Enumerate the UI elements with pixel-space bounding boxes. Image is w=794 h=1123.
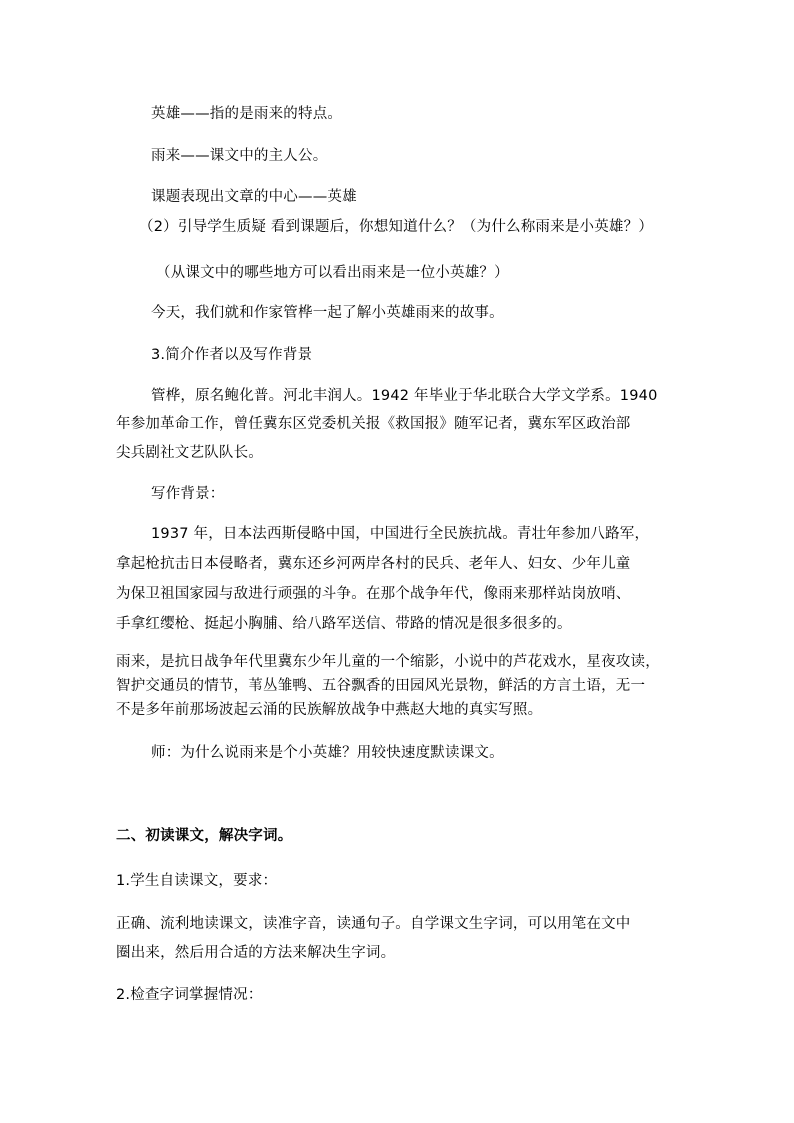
paragraph-line: 不是多年前那场波起云涌的民族解放战争中燕赵大地的真实写照。 xyxy=(116,702,543,718)
paragraph-line: 年参加革命工作，曾任冀东区党委机关报《救国报》随军记者，冀东军区政治部 xyxy=(116,416,631,432)
paragraph-line: 为保卫祖国家园与敌进行顽强的斗争。在那个战争年代，像雨来那样站岗放哨、 xyxy=(116,586,631,602)
subheading: 2.检查字词掌握情况： xyxy=(116,987,263,1003)
paragraph-line: 写作背景： xyxy=(151,486,225,502)
paragraph-line: 雨来——课文中的主人公。 xyxy=(151,148,328,164)
paragraph-line: 英雄——指的是雨来的特点。 xyxy=(151,106,343,122)
paragraph-line: 1937 年，日本法西斯侵略中国，中国进行全民族抗战。青壮年参加八路军， xyxy=(151,526,650,542)
paragraph-line: 智护交通员的情节，苇丛雏鸭、五谷飘香的田园风光景物，鲜活的方言土语，无一 xyxy=(116,678,646,694)
paragraph-line: 课题表现出文章的中心——英雄 xyxy=(151,189,357,205)
paragraph-line: 圈出来，然后用合适的方法来解决生字词。 xyxy=(116,945,396,961)
paragraph-line: （从课文中的哪些地方可以看出雨来是一位小英雄？） xyxy=(156,265,509,281)
paragraph-line: 手拿红缨枪、挺起小胸脯、给八路军送信、带路的情况是很多很多的。 xyxy=(116,616,572,632)
paragraph-line: 尖兵剧社文艺队队长。 xyxy=(116,445,263,461)
subheading: 3.简介作者以及写作背景 xyxy=(151,347,313,363)
paragraph-line: 拿起枪抗击日本侵略者，冀东还乡河两岸各村的民兵、老年人、妇女、少年儿童 xyxy=(116,556,631,572)
subheading: 1.学生自读课文，要求： xyxy=(116,873,278,889)
paragraph-line: 正确、流利地读课文，读准字音，读通句子。自学课文生字词，可以用笔在文中 xyxy=(116,916,631,932)
paragraph-line: 雨来，是抗日战争年代里冀东少年儿童的一个缩影，小说中的芦花戏水，星夜攻读， xyxy=(116,654,660,670)
paragraph-line: 管桦，原名鲍化普。河北丰润人。1942 年毕业于华北联合大学文学系。1940 xyxy=(151,388,658,404)
paragraph-line: 今天，我们就和作家管桦一起了解小英雄雨来的故事。 xyxy=(151,305,504,321)
paragraph-line: （2）引导学生质疑 看到课题后，你想知道什么？（为什么称雨来是小英雄？） xyxy=(139,219,654,235)
section-heading: 二、初读课文，解决字词。 xyxy=(116,828,293,844)
paragraph-line: 师：为什么说雨来是个小英雄？用较快速度默读课文。 xyxy=(151,745,504,761)
